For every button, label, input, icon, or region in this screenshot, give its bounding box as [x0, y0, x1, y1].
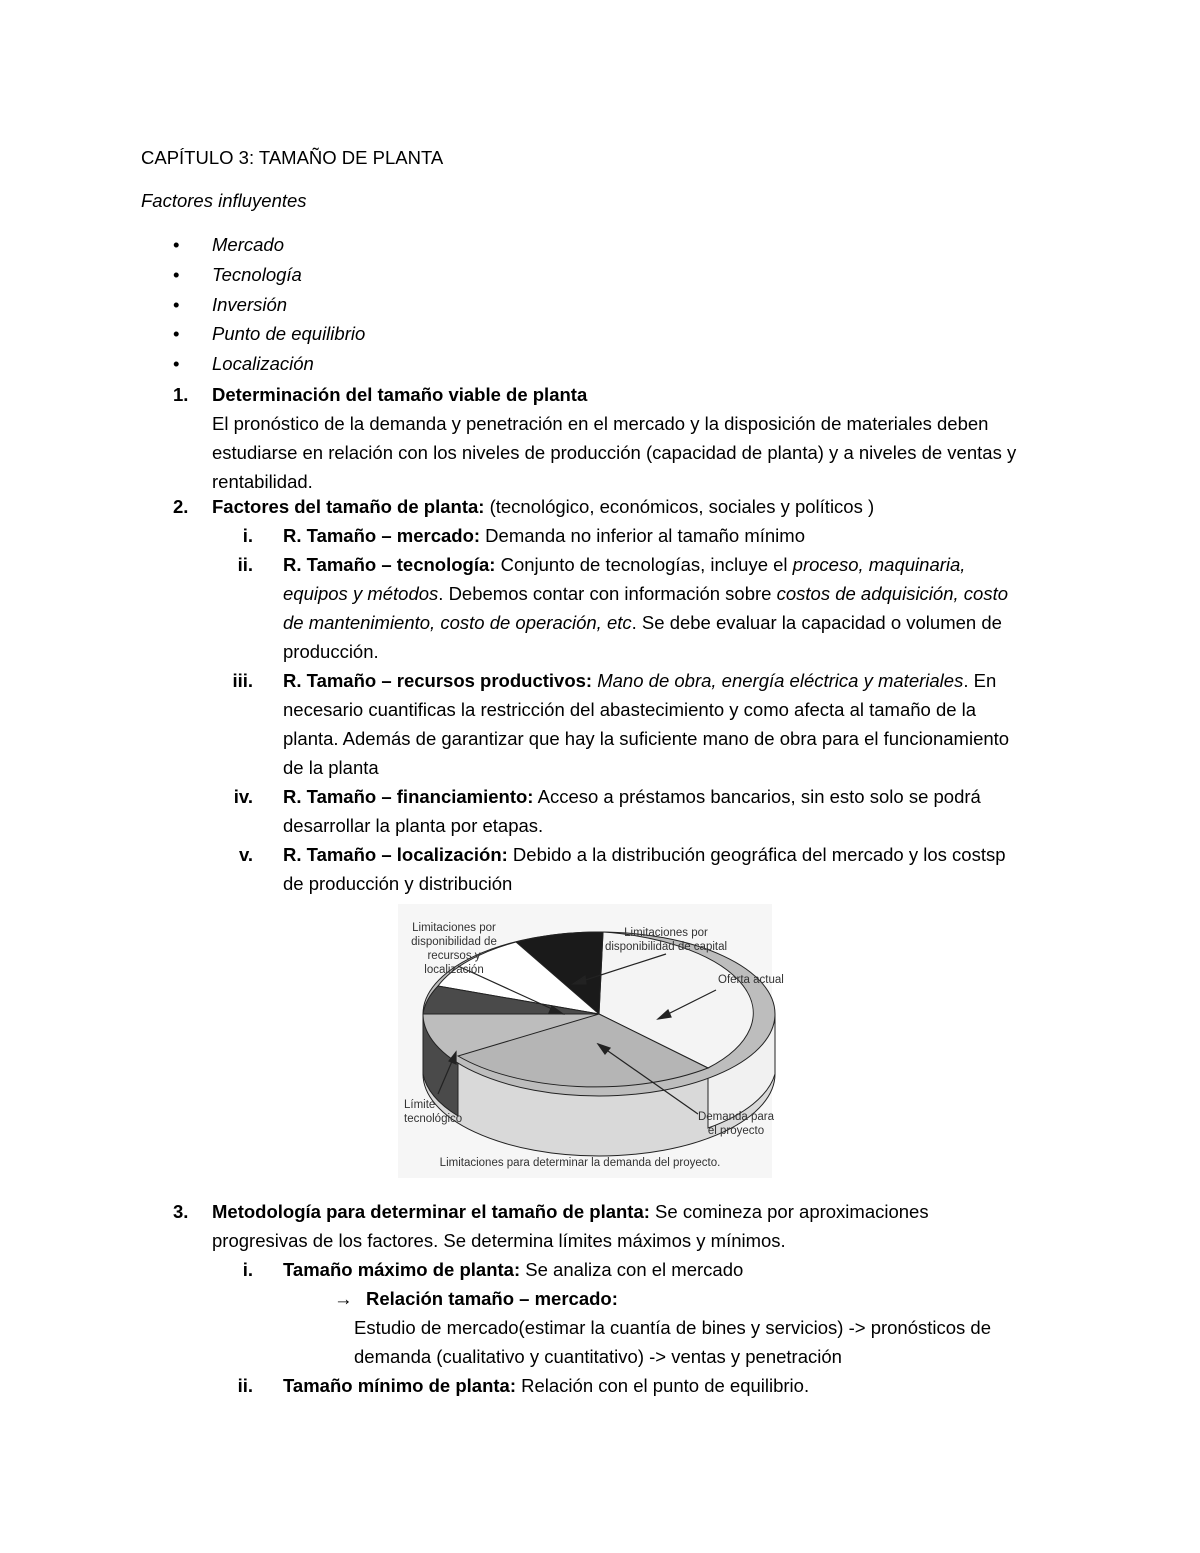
- list-item: • Mercado: [141, 230, 365, 260]
- section-number: 1.: [173, 384, 189, 405]
- paragraph-line: demanda (cualitativo y cuantitativo) -> ventas y penetración: [354, 1346, 842, 1367]
- paragraph-line: Estudio de mercado(estimar la cuantía de bines y servicios) -> pronósticos de: [354, 1317, 992, 1338]
- bullet-icon: •: [173, 323, 180, 345]
- list-item: • Tecnología: [141, 260, 365, 290]
- label-demanda: el proyecto: [707, 1125, 765, 1137]
- label-limite: Límite: [404, 1099, 436, 1111]
- label-recursos: localización: [424, 964, 484, 976]
- list-item: • Inversión: [141, 290, 365, 320]
- section-1: [141, 380, 1071, 496]
- section-2: [141, 492, 1071, 898]
- sub-item-mercado: i. R. Tamaño – mercado: Demanda no inferior al tamaño mínimo: [242, 525, 805, 546]
- bullet-icon: •: [173, 263, 180, 285]
- sub-item-minimo: ii. Tamaño mínimo de planta: Relación con el punto de equilibrio.: [237, 1375, 810, 1396]
- section-heading: Determinación del tamaño viable de planta: [212, 384, 588, 405]
- factors-list: [141, 230, 365, 379]
- bullet-icon: •: [173, 353, 180, 375]
- section-number: 2.: [173, 496, 189, 517]
- bullet-icon: •: [173, 234, 180, 255]
- section-heading: Factores del tamaño de planta: (tecnológico, económicos, sociales y políticos ): [212, 496, 875, 517]
- figure-caption: Limitaciones para determinar la demanda del proyecto.: [439, 1157, 721, 1169]
- chapter-title: CAPÍTULO 3: TAMAÑO DE PLANTA: [141, 147, 444, 168]
- pie-diagram: [398, 904, 784, 1178]
- bullet-icon: •: [173, 293, 180, 315]
- paragraph-line: progresivas de los factores. Se determina límites máximos y mínimos.: [212, 1230, 786, 1251]
- label-limite: tecnológico: [404, 1113, 463, 1125]
- list-item: • Punto de equilibrio: [141, 319, 365, 349]
- sub-item-maximo: i. Tamaño máximo de planta: Se analiza con el mercado: [242, 1259, 744, 1280]
- section-number: 3.: [173, 1201, 189, 1222]
- label-recursos: recursos y: [427, 950, 481, 962]
- pie-diagram-figure: [398, 904, 784, 1178]
- factors-subtitle: Factores influyentes: [141, 190, 307, 211]
- label-oferta: Oferta actual: [718, 974, 784, 986]
- paragraph-line: El pronóstico de la demanda y penetración en el mercado y la disposición de materiales deben: [212, 413, 989, 434]
- sub-item-recursos: iii. R. Tamaño – recursos productivos: Mano de obra, energía eléctrica y materiales. En necesario cuantificas la restricción del abastecimiento y como afecta al tamaño de la planta. Además de garantizar que hay la suficiente mano de obra para el funcionamiento de la planta: [232, 670, 1010, 778]
- sub-item-localizacion: v. R. Tamaño – localización: Debido a la distribución geográfica del mercado y los costsp de producción y distribución: [238, 844, 1006, 894]
- arrow-right-icon: →: [334, 1288, 353, 1309]
- section-heading: Metodología para determinar el tamaño de planta: Se comineza por aproximaciones: [212, 1201, 929, 1222]
- paragraph-line: rentabilidad.: [212, 471, 313, 492]
- arrow-item: → Relación tamaño – mercado:: [334, 1284, 1071, 1313]
- sub-item-financiamiento: iv. R. Tamaño – financiamiento: Acceso a préstamos bancarios, sin esto solo se podrá desarrollar la planta por etapas.: [233, 786, 981, 836]
- paragraph-line: estudiarse en relación con los niveles de producción (capacidad de planta) y a niveles de ventas y: [212, 442, 1017, 463]
- label-capital: disponibilidad de capital: [604, 941, 728, 953]
- label-recursos: Limitaciones por: [412, 922, 496, 934]
- sub-item-tecnologia: ii. R. Tamaño – tecnología: Conjunto de tecnologías, incluye el proceso, maquinaria, equipos y métodos. Debemos contar con información sobre costos de adquisición, costo de mantenimiento, costo de operación, etc. Se debe evaluar la capacidad o volumen de producción.: [237, 554, 1008, 662]
- label-demanda: Demanda para: [697, 1111, 775, 1123]
- label-capital: Limitaciones por: [624, 927, 708, 939]
- label-recursos: disponibilidad de: [411, 936, 497, 948]
- list-item: • Localización: [141, 349, 365, 379]
- section-3: [141, 1197, 1071, 1400]
